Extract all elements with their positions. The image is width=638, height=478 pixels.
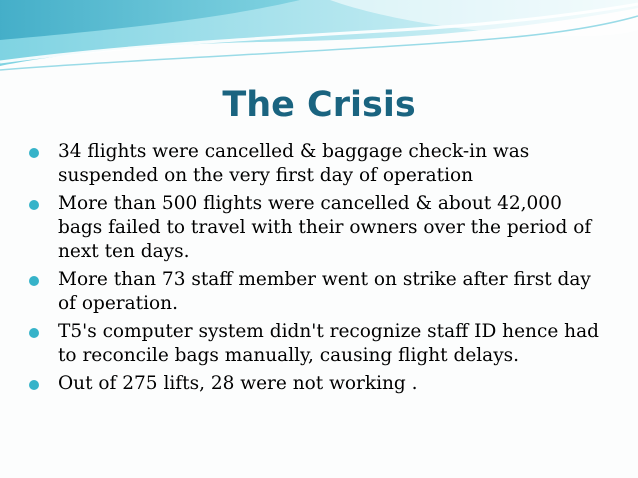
bullet-text: 34 flights were cancelled & baggage check-in was suspended on the very first day of operation [58,141,530,186]
bullet-text: T5's computer system didn't recognize staff ID hence had to reconcile bags manually, causing flight delays. [58,321,599,366]
bullet-dot-icon [29,148,39,158]
bullet-dot-icon [29,276,39,286]
bullet-item [24,372,604,396]
bullet-item [24,140,604,188]
bullet-text: More than 500 flights were cancelled & about 42,000 bags failed to travel with their owners over the period of next ten days. [58,193,592,262]
bullet-text: Out of 275 lifts, 28 were not working . [58,373,418,394]
bullet-item [24,320,604,368]
bullet-item [24,192,604,264]
bullet-text: More than 73 staff member went on strike after first day of operation. [58,269,591,314]
header-wave-decoration [0,0,638,80]
bullet-dot-icon [29,200,39,210]
slide-title: The Crisis [222,85,416,125]
bullet-list [24,140,604,400]
bullet-item [24,268,604,316]
bullet-dot-icon [29,380,39,390]
bullet-dot-icon [29,328,39,338]
